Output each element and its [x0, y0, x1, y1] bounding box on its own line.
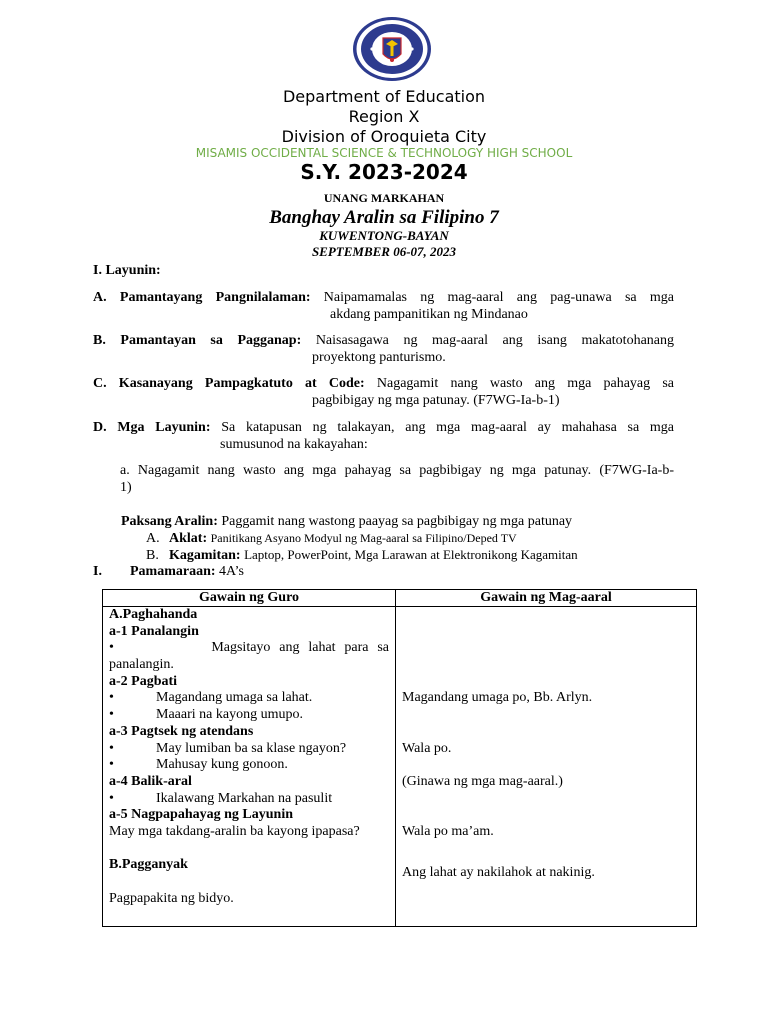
- mag-aaral-cell: [396, 607, 697, 927]
- objective-b-text: Naisasagawa ng mag-aaral ang isang makatotohanang: [315, 333, 674, 348]
- kagamitan-line: [146, 546, 578, 564]
- pagbati-item: Maaari na kayong umupo: [156, 707, 300, 723]
- objective-a-label: A. Pamantayang Pangnilalaman:: [93, 290, 311, 305]
- bullet-icon: •: [109, 707, 114, 723]
- response-balik-aral: (Ginawa ng mga mag-aaral.): [402, 773, 563, 789]
- section-paghahanda: A.Paghahanda: [109, 607, 198, 622]
- bullet-icon: •: [109, 757, 114, 773]
- kagamitan-label: Kagamitan:: [169, 548, 241, 563]
- list-item: [109, 757, 389, 774]
- table-header-row: [103, 590, 697, 607]
- section-layunin: a-5 Nagpapahayag ng Layunin: [109, 807, 294, 823]
- pagganyak-text: Pagpapakita ng bidyo.: [109, 890, 234, 906]
- list-item: [109, 690, 389, 707]
- atendans-item: Mahusay kung gonoon.: [156, 757, 288, 773]
- section-atendans: a-3 Pagtsek ng atendans: [109, 723, 254, 739]
- objective-sub-a-text-cont: 1): [120, 480, 132, 495]
- paksang-aralin: [121, 513, 572, 530]
- department-title: Department of Education: [282, 87, 486, 106]
- list-item: [109, 791, 389, 808]
- aklat-line: [146, 530, 517, 547]
- region-title: Region X: [348, 107, 420, 126]
- lesson-date: SEPTEMBER 06-07, 2023: [311, 244, 457, 259]
- kagamitan-value: Laptop, PowerPoint, Mga Larawan at Elektronikong Kagamitan: [244, 547, 578, 562]
- objectives-heading: I. Layunin:: [93, 263, 161, 278]
- pamamaraan-value: 4A’s: [219, 564, 244, 579]
- header-gawain-guro: Gawain ng Guro: [103, 590, 396, 607]
- guro-cell: [103, 607, 396, 927]
- paksang-value: Paggamit nang wastong paayag sa pagbibigay ng mga patunay: [221, 514, 573, 529]
- panalangin-text: Magsitayo ang lahat para sa: [211, 640, 390, 656]
- pagbati-item: Magandang umaga sa lahat.: [156, 690, 313, 706]
- section-panalangin: a-1 Panalangin: [109, 623, 199, 639]
- aklat-value: Panitikang Asyano Modyul ng Mag-aaral sa Filipino/Deped TV: [210, 531, 517, 545]
- objective-a-text-cont: akdang pampanitikan ng Mindanao: [330, 307, 528, 322]
- aklat-label: Aklat:: [169, 531, 208, 546]
- objective-d-text-cont: sumusunod na kakayahan:: [220, 437, 368, 452]
- panalangin-text-cont: panalangin: [109, 657, 171, 673]
- panalangin-line2: panalangin.: [109, 657, 174, 673]
- procedure-table: [102, 589, 697, 927]
- response-takda: Wala po ma’am.: [402, 823, 494, 839]
- panalangin-line1: [109, 640, 389, 657]
- list-item: • Maaari na kayong umupo.: [109, 707, 303, 723]
- aklat-marker: A.: [146, 531, 160, 546]
- deped-seal-logo: [352, 16, 432, 82]
- objective-c-text: Nagagamit nang wasto ang mga pahayag sa: [376, 376, 675, 391]
- topic-title: KUWENTONG-BAYAN: [319, 228, 449, 243]
- objective-d-text: Sa katapusan ng talakayan, ang mga mag-aaral ay mahahasa sa mga: [221, 420, 674, 435]
- atendans-item: May lumiban ba sa klase ngayon?: [156, 740, 347, 756]
- objective-a-text: Naipamamalas ng mag-aaral ang pag-unawa sa mga: [323, 290, 674, 305]
- pamamaraan-line: [93, 563, 244, 580]
- header-gawain-mag-aaral: Gawain ng Mag-aaral: [396, 590, 697, 607]
- section-pagganyak: B.Pagganyak: [109, 857, 188, 873]
- paksang-label: Paksang Aralin:: [121, 514, 218, 529]
- response-atendans: Wala po.: [402, 740, 452, 756]
- bullet-icon: •: [109, 640, 114, 656]
- pamamaraan-label: Pamamaraan:: [130, 564, 216, 579]
- objective-b-label: B. Pamantayan sa Pagganap:: [93, 333, 302, 348]
- objective-d: [93, 419, 674, 453]
- layunin-text: May mga takdang-aralin ba kayong ipapasa?: [109, 823, 360, 839]
- objective-sub-a: [120, 462, 674, 496]
- list-item: [109, 741, 389, 758]
- objective-sub-a-text: a. Nagagamit nang wasto ang mga pahayag sa pagbibigay ng mga patunay. (F7WG-Ia-b-: [120, 463, 674, 478]
- response-pagbati: Magandang umaga po, Bb. Arlyn.: [402, 690, 593, 706]
- objective-d-label: D. Mga Layunin:: [93, 420, 211, 435]
- pamamaraan-numeral: I.: [93, 564, 102, 579]
- objective-c-label: C. Kasanayang Pampagkatuto at Code:: [93, 376, 365, 391]
- bullet-icon: •: [109, 740, 114, 756]
- bullet-icon: •: [109, 690, 114, 706]
- school-name: MISAMIS OCCIDENTAL SCIENCE & TECHNOLOGY HIGH SCHOOL: [195, 146, 573, 160]
- response-pagganyak: Ang lahat ay nakilahok at nakinig.: [402, 865, 595, 881]
- school-year: S.Y. 2023-2024: [300, 160, 468, 184]
- bullet-icon: •: [109, 790, 114, 806]
- plan-title: Banghay Aralin sa Filipino 7: [269, 207, 499, 228]
- section-pagbati: a-2 Pagbati: [109, 673, 178, 689]
- table-row: [103, 607, 697, 927]
- objective-c: [93, 375, 674, 409]
- quarter-label: UNANG MARKAHAN: [323, 191, 445, 205]
- kagamitan-marker: B.: [146, 548, 159, 563]
- section-balik-aral: a-4 Balik-aral: [109, 773, 192, 789]
- balik-aral-item: Ikalawang Markahan na pasulit: [156, 790, 333, 806]
- objective-b: [93, 332, 674, 366]
- objective-c-text-cont: pagbibigay ng mga patunay. (F7WG-Ia-b-1): [312, 393, 560, 408]
- objective-b-text-cont: proyektong panturismo.: [312, 350, 446, 365]
- division-title: Division of Oroquieta City: [281, 127, 487, 146]
- objective-a: [93, 289, 674, 323]
